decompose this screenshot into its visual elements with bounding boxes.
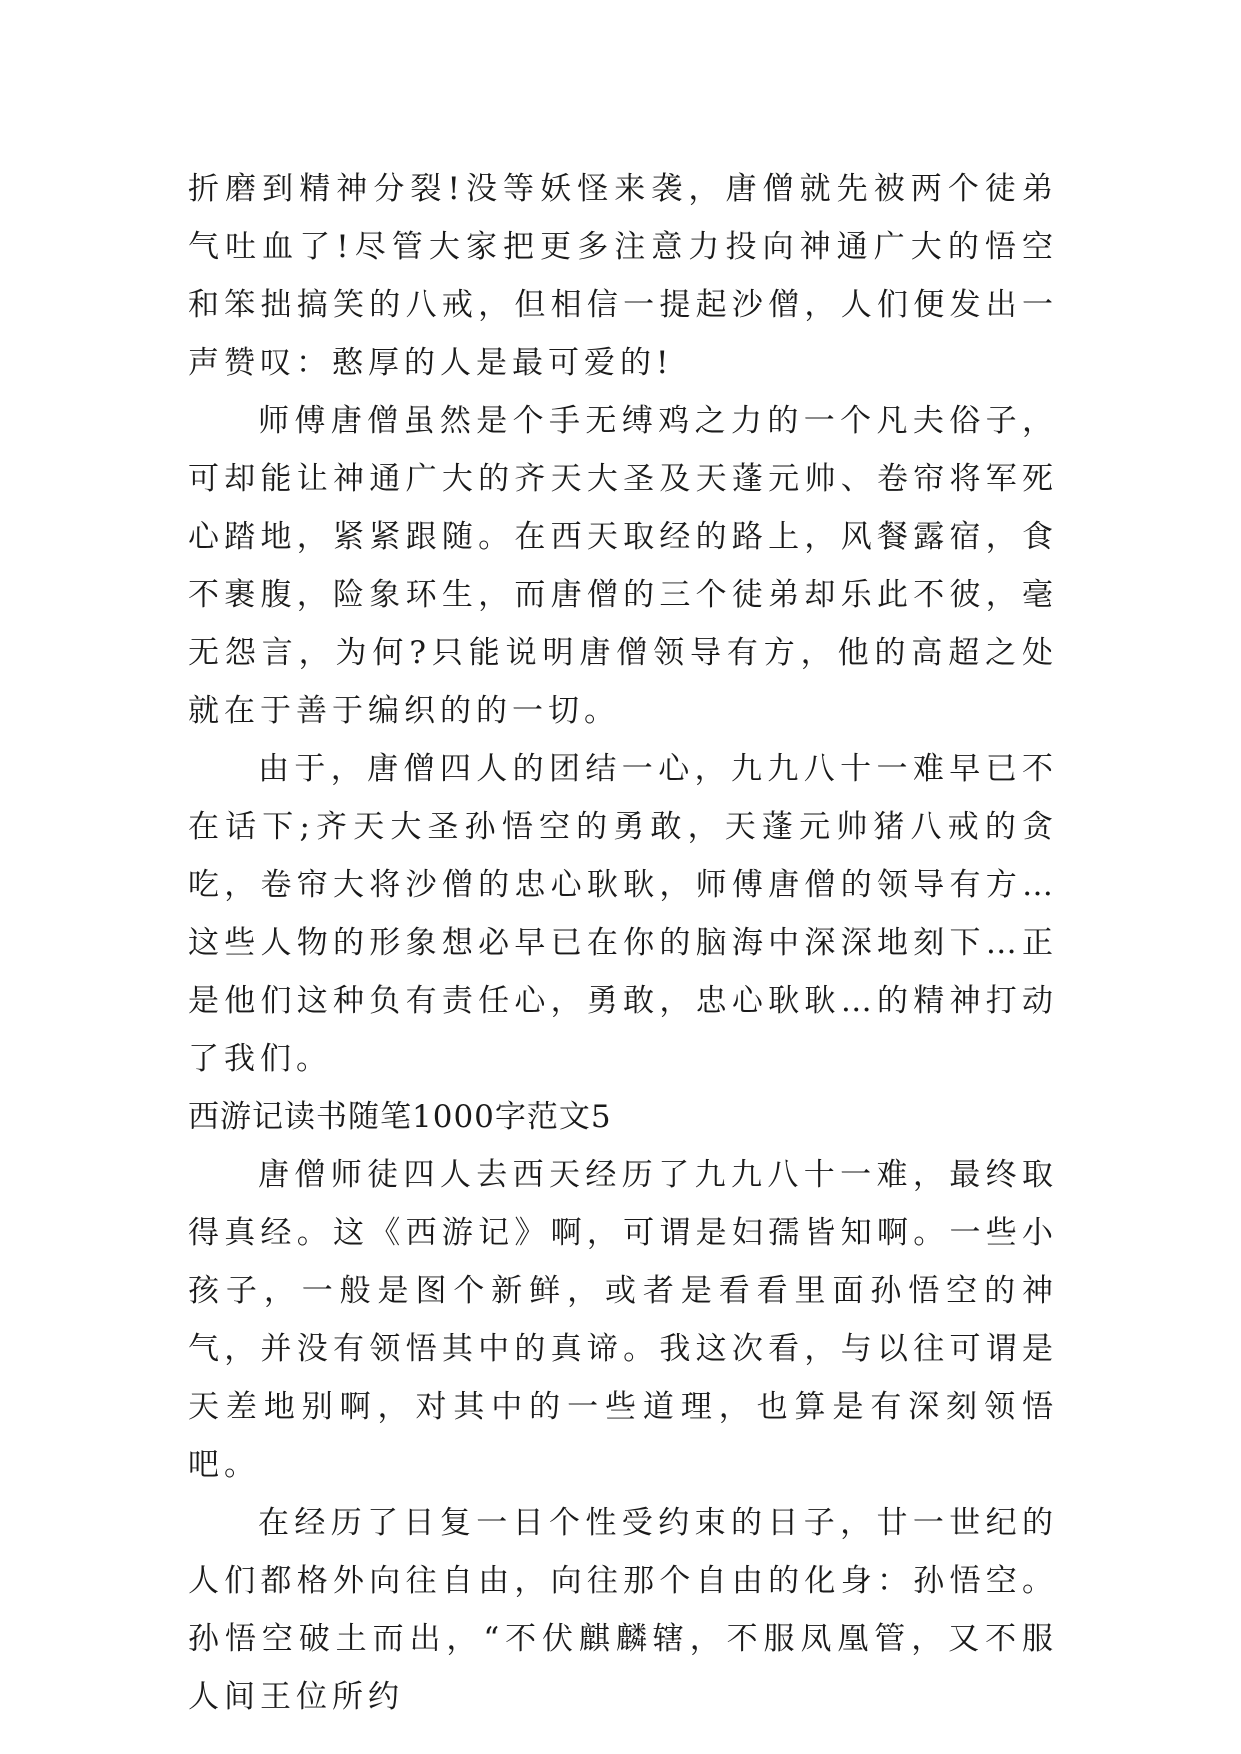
- paragraph-1: 折磨到精神分裂!没等妖怪来袭，唐僧就先被两个徒弟气吐血了!尽管大家把更多注意力投向神通广大的悟空和笨拙搞笑的八戒，但相信一提起沙僧，人们便发出一声赞叹：憨厚的人是最可爱的!: [188, 171, 1058, 381]
- paragraph-5: 在经历了日复一日个性受约束的日子，廿一世纪的人们都格外向往自由，向往那个自由的化身：孙悟空。孙悟空破土而出，“不伏麒麟辖，不服凤凰管，又不服人间王位所约: [188, 1505, 1058, 1715]
- section-heading: 西游记读书随笔1000字范文5: [188, 1099, 612, 1135]
- paragraph-3: 由于，唐僧四人的团结一心，九九八十一难早已不在话下;齐天大圣孙悟空的勇敢，天蓬元帅猪八戒的贪吃，卷帘大将沙僧的忠心耿耿，师傅唐僧的领导有方…这些人物的形象想必早已在你的脑海中深深地刻下…正是他们这种负有责任心，勇敢，忠心耿耿…的精神打动了我们。: [188, 751, 1058, 1077]
- paragraph-2: 师傅唐僧虽然是个手无缚鸡之力的一个凡夫俗子，可却能让神通广大的齐天大圣及天蓬元帅、卷帘将军死心踏地，紧紧跟随。在西天取经的路上，风餐露宿，食不裹腹，险象环生，而唐僧的三个徒弟却乐此不彼，毫无怨言，为何?只能说明唐僧领导有方，他的高超之处就在于善于编织的的一切。: [188, 403, 1058, 729]
- document-body: [188, 160, 1058, 1726]
- paragraph-4: 唐僧师徒四人去西天经历了九九八十一难，最终取得真经。这《西游记》啊，可谓是妇孺皆知啊。一些小孩子，一般是图个新鲜，或者是看看里面孙悟空的神气，并没有领悟其中的真谛。我这次看，与以往可谓是天差地别啊，对其中的一些道理，也算是有深刻领悟吧。: [188, 1157, 1058, 1483]
